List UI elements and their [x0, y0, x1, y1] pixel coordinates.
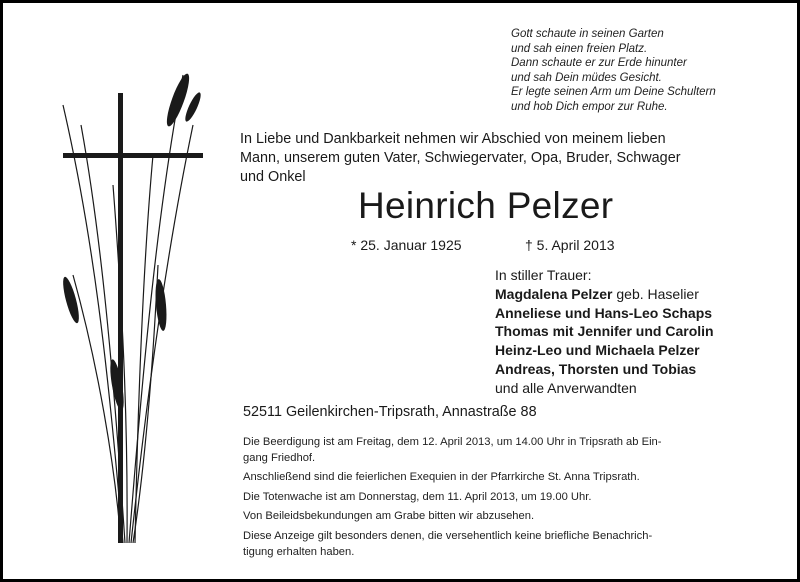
detail-line: Anschließend sind die feierlichen Exequien in der Pfarrkirche St. Anna Tripsrath. — [243, 471, 640, 484]
intro-line: Mann, unserem guten Vater, Schwiegervater, Opa, Bruder, Schwager — [240, 150, 681, 166]
detail-line: tigung erhalten haben. — [243, 545, 355, 558]
mourner-widow — [495, 285, 714, 304]
mourner-family: Anneliese und Hans-Leo Schaps — [495, 304, 713, 321]
maiden-name: geb. Haselier — [612, 285, 699, 302]
cross-with-wheat-icon — [53, 65, 203, 543]
mourning-heading: In stiller Trauer: — [495, 267, 592, 283]
poem — [511, 27, 716, 115]
funeral-details — [243, 435, 763, 564]
detail-paragraph — [243, 509, 763, 525]
intro-line: In Liebe und Dankbarkeit nehmen wir Abschied von meinem lieben — [240, 131, 666, 147]
death-date: † 5. April 2013 — [525, 237, 615, 253]
obituary-notice — [3, 3, 797, 579]
intro-line: und Onkel — [240, 169, 306, 185]
mourner-family: Thomas mit Jennifer und Carolin — [495, 323, 714, 340]
mourner-family: Andreas, Thorsten und Tobias — [495, 360, 697, 377]
mourning-closing: und alle Anverwandten — [495, 379, 637, 396]
detail-paragraph — [243, 470, 763, 486]
poem-line: Er legte seinen Arm um Deine Schultern — [511, 86, 716, 99]
poem-line: und sah einen freien Platz. — [511, 42, 648, 55]
mourner-family: Heinz-Leo und Michaela Pelzer — [495, 342, 700, 359]
poem-line: und hob Dich empor zur Ruhe. — [511, 100, 668, 113]
poem-line: Dann schaute er zur Erde hinunter — [511, 57, 687, 70]
poem-line: und sah Dein müdes Gesicht. — [511, 71, 662, 84]
mourner-name: Magdalena Pelzer — [495, 285, 613, 302]
detail-paragraph — [243, 490, 763, 506]
deceased-name: Heinrich Pelzer — [358, 185, 614, 226]
detail-line: Die Beerdigung ist am Freitag, dem 12. April 2013, um 14.00 Uhr in Tripsrath ab Ein- — [243, 436, 662, 448]
detail-line: Die Totenwache ist am Donnerstag, dem 11. April 2013, um 19.00 Uhr. — [243, 490, 592, 503]
family-address: 52511 Geilenkirchen-Tripsrath, Annastraße 88 — [243, 404, 537, 420]
detail-line: Von Beileidsbekundungen am Grabe bitten wir abzusehen. — [243, 510, 535, 523]
detail-line: gang Friedhof. — [243, 451, 316, 464]
farewell-intro — [240, 130, 770, 187]
detail-line: Diese Anzeige gilt besonders denen, die versehentlich keine briefliche Benachrich- — [243, 529, 653, 542]
birth-date: * 25. Januar 1925 — [351, 237, 462, 253]
poem-line: Gott schaute in seinen Garten — [511, 28, 664, 40]
mourners-list — [495, 266, 714, 398]
detail-paragraph — [243, 529, 763, 560]
detail-paragraph — [243, 435, 763, 466]
